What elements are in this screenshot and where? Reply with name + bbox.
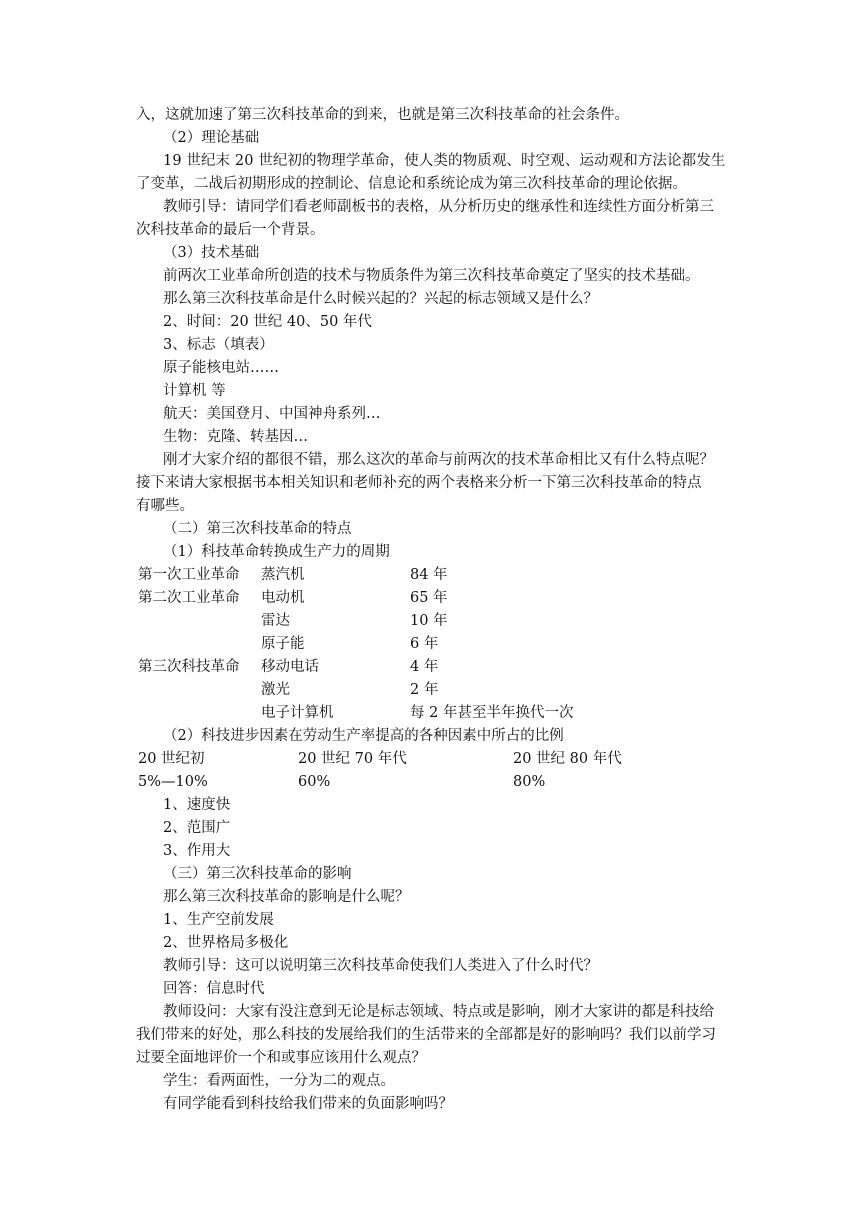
column-header: 20 世纪 80 年代: [513, 751, 622, 767]
paragraph-line: 教师设问：大家有没注意到无论是标志领域、特点或是影响，刚才大家讲的都是科技给: [163, 1004, 714, 1020]
period-cell: 6 年: [410, 636, 439, 652]
tech-cell: 电动机: [261, 590, 305, 606]
subsection-heading: （2）科技进步因素在劳动生产率提高的各种因素中所占的比例: [163, 728, 564, 744]
paragraph-line: 航天：美国登月、中国神舟系列…: [163, 406, 381, 422]
paragraph-line: 教师引导：请同学们看老师副板书的表格，从分析历史的继承性和连续性方面分析第三: [163, 199, 714, 215]
column-header: 20 世纪初: [138, 751, 205, 767]
paragraph-line: 我们带来的好处，那么科技的发展给我们的生活带来的全部都是好的影响吗？我们以前学习: [136, 1027, 716, 1043]
period-cell: 10 年: [410, 613, 448, 629]
paragraph-line: 原子能核电站……: [163, 360, 279, 376]
paragraph-line: 前两次工业革命所创造的技术与物质条件为第三次科技革命奠定了坚实的技术基础。: [163, 268, 700, 284]
paragraph-line: 刚才大家介绍的都很不错，那么这次的革命与前两次的技术革命相比又有什么特点呢？: [163, 452, 714, 468]
era-cell: 第二次工业革命: [138, 590, 240, 606]
period-cell: 4 年: [410, 659, 439, 675]
column-header: 20 世纪 70 年代: [298, 751, 407, 767]
list-item: 2、世界格局多极化: [163, 935, 289, 951]
value-cell: 5%—10%: [138, 774, 208, 790]
tech-cell: 激光: [261, 682, 290, 698]
paragraph-line: 学生：看两面性，一分为二的观点。: [163, 1073, 395, 1089]
section-heading: （3）技术基础: [163, 245, 260, 261]
period-cell: 65 年: [410, 590, 448, 606]
paragraph-line: 有哪些。: [136, 498, 194, 514]
paragraph-line: 了变革，二战后初期形成的控制论、信息论和系统论成为第三次科技革命的理论依据。: [136, 176, 687, 192]
period-cell: 84 年: [410, 567, 448, 583]
list-item: 1、生产空前发展: [163, 912, 274, 928]
tech-cell: 雷达: [261, 613, 290, 629]
era-cell: 第一次工业革命: [138, 567, 240, 583]
list-item: 3、作用大: [163, 843, 231, 859]
section-heading: （三）第三次科技革命的影响: [163, 866, 352, 882]
paragraph-line: 那么第三次科技革命的影响是什么呢？: [163, 889, 410, 905]
paragraph-line: 2、时间：20 世纪 40、50 年代: [163, 314, 372, 330]
subsection-heading: （1）科技革命转换成生产力的周期: [163, 544, 390, 560]
paragraph-line: 入，这就加速了第三次科技革命的到来，也就是第三次科技革命的社会条件。: [136, 107, 629, 123]
period-cell: 2 年: [410, 682, 439, 698]
value-cell: 80%: [513, 774, 546, 790]
paragraph-line: 生物：克隆、转基因…: [163, 429, 308, 445]
paragraph-line: 接下来请大家根据书本相关知识和老师补充的两个表格来分析一下第三次科技革命的特点: [136, 475, 702, 491]
section-heading: （二）第三次科技革命的特点: [163, 521, 352, 537]
paragraph-line: 3、标志（填表）: [163, 337, 274, 353]
paragraph-line: 教师引导：这可以说明第三次科技革命使我们人类进入了什么时代？: [163, 958, 598, 974]
tech-cell: 原子能: [261, 636, 305, 652]
tech-cell: 电子计算机: [261, 705, 334, 721]
paragraph-line: 回答：信息时代: [163, 981, 265, 997]
paragraph-line: 有同学能看到科技给我们带来的负面影响吗？: [163, 1096, 453, 1112]
list-item: 1、速度快: [163, 797, 231, 813]
paragraph-line: 次科技革命的最后一个背景。: [136, 222, 325, 238]
paragraph-line: 19 世纪末 20 世纪初的物理学革命，使人类的物质观、时空观、运动观和方法论都发生: [163, 153, 726, 169]
paragraph-line: 计算机 等: [163, 383, 226, 399]
value-cell: 60%: [298, 774, 331, 790]
tech-cell: 移动电话: [261, 659, 319, 675]
era-cell: 第三次科技革命: [138, 659, 240, 675]
period-cell: 每 2 年甚至半年换代一次: [410, 705, 574, 721]
list-item: 2、范围广: [163, 820, 231, 836]
tech-cell: 蒸汽机: [261, 567, 305, 583]
paragraph-line: 那么第三次科技革命是什么时候兴起的？兴起的标志领域又是什么？: [163, 291, 598, 307]
section-heading: （2）理论基础: [163, 130, 260, 146]
paragraph-line: 过要全面地评价一个和或事应该用什么观点？: [136, 1050, 426, 1066]
